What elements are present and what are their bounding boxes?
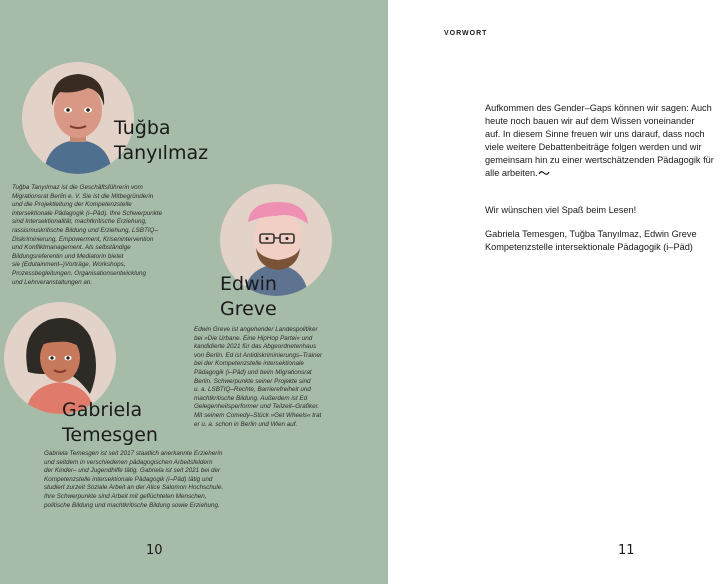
right-page [388,0,720,584]
section-label: VORWORT [444,30,488,37]
page-number-right: 11 [618,543,635,558]
bio-edwin: Edwin Greve ist angehender Landespolitiker bei »Die Urbane. Eine HipHop Partei« und kandidierte 2021 für das Abgeordnetenhaus von Berlin. Ed ist Antidiskriminierungs–Trainer bei der Kompetenzstelle intersektionale Pädagogik (i–Päd) und beim Migrationsrat Berlin. Schwerpunkte seiner Projekte sind u. a. LSBTIQ–Rechte, Barrierefreiheit und machtkritische Bildung. Außerdem ist Ed Gelegenheitsperformer und Teilzeit–Grafiker. Mit seinem Comedy–Stück »Get Wheels« trat er u. a. schon in Berlin und Wien auf. [194,326,323,428]
name-tugba-line1: Tuğba [114,117,171,139]
bio-gabriela: Gabriela Temesgen ist seit 2017 staatlich anerkannte Erzieherin und seitdem in verschiedenen pädagogischen Arbeitsfeldern der Kinder– und Jugendhilfe tätig. Gabriela ist seit 2021 bei der Kompetenzstelle intersektionale Pädagogik (i–Päd) tätig und studiert zurzeit Soziale Arbeit an der Alice Salomon Hochschule. Ihre Schwerpunkte sind Arbeit mit geflüchteten Menschen, politische Bildung und machtkritische Bildung sowie Erziehung. [44,450,224,509]
name-gabriela-line2: Temesgen [62,424,158,446]
page-number-left: 10 [146,543,163,558]
name-edwin-line1: Edwin [220,273,277,295]
paragraph-1: Aufkommen des Gender–Gaps können wir sagen: Auch heute noch bauen wir auf dem Wissen voneinander auf. In diesem Sinne freuen wir uns darauf, dass noch viele weitere Debattenbeiträge folgen werden und wir gemeinsam hin zu einer wertschätzenden Pädagogik für alle arbeiten. [485,103,714,178]
name-edwin-line2: Greve [220,298,277,320]
bio-tugba: Tuğba Tanyılmaz ist die Geschäftsführerin vom Migrationsrat Berlin e. V. Sie ist die Mitbegründerin und die Projektleitung der Kompetenzstelle intersektionale Pädagogik (i–Päd). Ihre Schwerpunkte sind Intersektionalität, machtkritische Erziehung, rassismuskritische Bildung und Erziehung, LSBTIQ– Diskriminierung, Empowerment, Krisenintervention und Konfliktmanagement. Als selbständige Bildungsreferentin und Mediatorin bietet sie (Edutainment–)Vorträge, Workshops, Prozessbegleitungen, Organisationsentwicklung und Lehrveranstaltungen an. [12,184,163,286]
tilde-end-mark-icon [538,170,550,176]
name-gabriela-line1: Gabriela [62,399,143,421]
name-tugba-line2: Tanyılmaz [114,142,209,164]
signature-block: Gabriela Temesgen, Tuğba Tanyılmaz, Edwin Greve Kompetenzstelle intersektionale Pädagogik (i–Päd) [485,229,697,252]
paragraph-2: Wir wünschen viel Spaß beim Lesen! [485,205,637,215]
